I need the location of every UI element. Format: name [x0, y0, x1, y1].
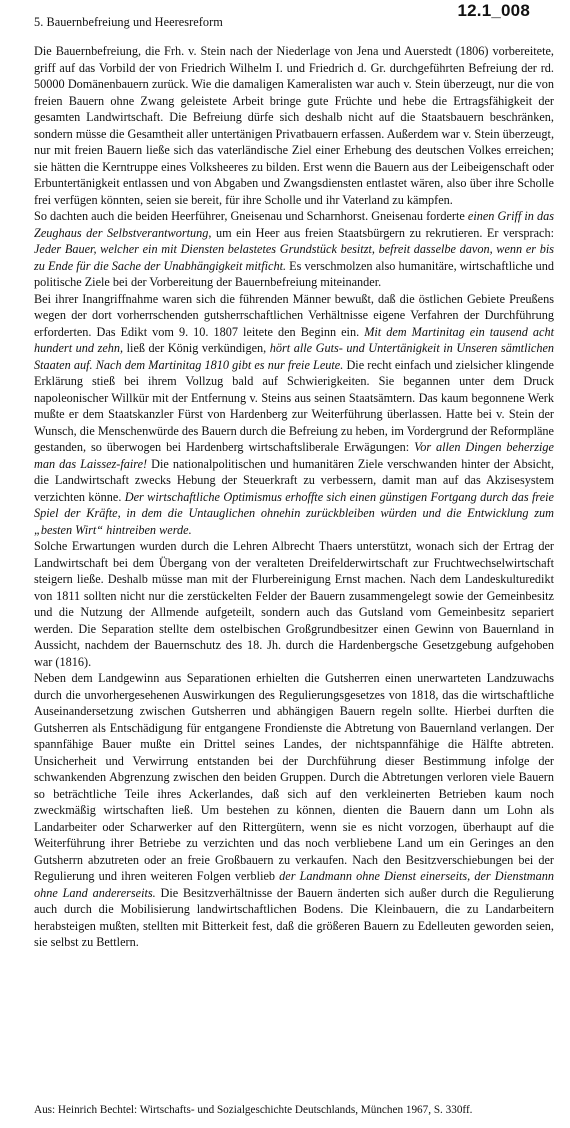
- paragraph-text: um ein Heer aus freien Staatsbürgern zu rekrutieren. Er versprach:: [211, 225, 554, 240]
- paragraph-text: ließ der König verkündigen,: [123, 341, 270, 355]
- paragraph-text: Es verschmolzen also humanitäre, wirtschaftliche und politische Ziele bei der Vorbereitung der Bauernbefreiung miteinander.: [34, 258, 554, 289]
- paragraph-2: [34, 208, 554, 291]
- paragraph-3: [34, 291, 554, 539]
- quoted-text: der Landmann ohne Dienst einerseits, der Dienstmann ohne Land andererseits.: [34, 869, 554, 900]
- paragraph-text: Solche Erwartungen wurden durch die Lehren Albrecht Thaers unterstützt, wonach sich der Ertrag der Landwirtschaft bei dem Übergang von der veralteten Dreifelderwirtschaft zur Fruchtwechselwirtschaft steigern ließe. Deshalb müsse man mit der Flurbereinigung Ernst machen. Nach dem Landeskulturedikt von 1811 sollten nicht nur die zerstückelten Felder der Bauern zusammengelegt sowie der Gemeinbesitz und die Nutzung der Allmende aufgeteilt, sondern auch das Gutsland vom Gemeinbesitz separiert werden. Die Separation stellte dem ostelbischen Großgrundbesitzer einen Gewinn von Bauernland in Aussicht, nachdem der Bauernschutz des 18. Jh. durch die Hardenbergsche Gesetzgebung aufgehoben war (1816).: [34, 539, 554, 669]
- paragraph-4: [34, 538, 554, 670]
- section-title: 5. Bauernbefreiung und Heeresreform: [34, 15, 223, 29]
- paragraph-text: Bei ihrer Inangriffnahme waren sich die führenden Männer bewußt, daß die östlichen Gebiete Preußens wegen der dort vorherrschenden gutsherrschaftlichen Verhältnisse eigene Verfahren der Durchführung erforderten. Das Edikt vom 9. 10. 1807 leitete den Beginn ein.: [34, 291, 554, 339]
- quoted-text: Jeder Bauer, welcher ein mit Diensten belastetes Grundstück besitzt, befreit dasselbe davon, wenn er bis zu Ende für die Sache der Unabhängigkeit mitficht.: [34, 242, 554, 273]
- paragraph-5: [34, 670, 554, 951]
- paragraph-text: Die Besitzverhältnisse der Bauern änderten sich außer durch die Regulierung auch durch die Mobilisierung landwirtschaftlichen Bodens. Die Kleinbauern, die zu Landarbeitern herabsteigen mußten, stellten mit Bitterkeit fest, daß die größeren Bauern zu Edelleuten geworden seien, sie selbst zu Bettlern.: [34, 885, 554, 949]
- paragraph-text: Die Bauernbefreiung, die Frh. v. Stein nach der Niederlage von Jena und Auerstedt (1806) vorbereitete, griff auf das Vorbild der von Friedrich Wilhelm I. und Friedrich d. Gr. durchgeführten Befreiung der rd. 50000 Domänenbauern zurück. Wie die damaligen Kameralisten war auch v. Stein überzeugt, nur die von freien Bauern ohne Zwang geleistete Arbeit bringe gute Früchte und hebe die Ertragsfähigkeit der gesamten Landwirtschaft. Die Befreiung dürfe sich deshalb nicht auf die Staatsbauern beschränken, sondern müsse die Gesamtheit aller untertänigen Privatbauern erfassen. Außerdem war v. Stein überzeugt, nur mit freien Bauern ließe sich das vaterländische Ziel einer Erhebung des deutschen Volkes erreichen; sie hätten die Kerntruppe eines Volksheeres zu bilden. Erst wenn die Bauern aus der Leibeigenschaft oder Erbuntertänigkeit entlassen und von Abgaben und Zwangsdiensten entlastet wären, also über ihre Scholle frei verfügen könnten, seien sie bereit, für ihre Scholle und ihr Vaterland zu kämpfen.: [34, 44, 555, 207]
- quoted-text: einen Griff in das Zeughaus der Selbstverantwortung,: [34, 209, 554, 240]
- quoted-text: Vor allen Dingen beherzige man das Laissez-faire!: [34, 440, 554, 471]
- document-id: 12.1_008: [457, 1, 530, 20]
- body-text: [34, 43, 554, 951]
- quoted-text: Mit dem Martinitag ein tausend acht hundert und zehn,: [34, 324, 554, 355]
- paragraph-1: [34, 43, 554, 208]
- paragraph-text: Die recht einfach und zielsicher klingende Erklärung stieß bei ihrem Vollzug bald auf Schwierigkeiten. Sie begannen unter dem Druck napoleonischer Willkür mit der Entfernung v. Steins aus seinen Staatsämtern. Das kaum begonnene Werk mußte er dem Staatskanzler Fürst von Hardenberg zur Weiterführung überlassen. Hatte bei v. Stein der Wunsch, die Menschenwürde des Bauern durch die Befreiung zu heben, im Vordergrund der Reformpläne gestanden, so überwogen bei Hardenberg wirtschaftsliberale Erwägungen:: [34, 357, 554, 454]
- paragraph-text: So dachten auch die beiden Heerführer, Gneisenau und Scharnhorst. Gneisenau forderte: [34, 209, 468, 223]
- paragraph-text: Die nationalpolitischen und humanitären Ziele verschwanden hinter der Absicht, die Landwirtschaft zwecks Hebung der Steuerkraft zu verbessern, damit man auf das Akzisesystem verzichten könne.: [34, 456, 554, 504]
- source-citation: Aus: Heinrich Bechtel: Wirtschafts- und Sozialgeschichte Deutschlands, München 1967, S. 330ff.: [34, 1104, 473, 1116]
- quoted-text: Der wirtschaftliche Optimismus erhoffte sich einen günstigen Fortgang durch das freie Spiel der Kräfte, in dem die Untauglichen ohnehin zurückbleiben würden und die Entwicklung zum „besten Wirt“ hintreiben werde.: [34, 489, 554, 537]
- paragraph-text: Neben dem Landgewinn aus Separationen erhielten die Gutsherren einen unerwarteten Landzuwachs durch die unvorhergesehenen Auswirkungen des Regulierungsgesetzes von 1818, das die wirtschaftliche Auseinandersetzung zwischen Gutsherren und abhängigen Bauern regeln sollte. Hierbei durften die Gutsherren als Entschädigung für entgangene Frondienste die Abtretung von Bauernland verlangen. Der spannfähige Bauer mußte ein Drittel seines Landes, der nichtspannfähige die Hälfte abtreten. Unsicherheit und Verwirrung entstanden bei der Durchführung dieser Bestimmung infolge der schwankenden Abgrenzung zwischen den beiden Gruppen. Durch die Abtretungen verloren viele Bauern so beträchtliche Teile ihres Ackerlandes, daß sich auf den verkleinerten Betrieben kaum noch zweckmäßig wirtschaften ließ. Um bestehen zu können, dienten die Bauern dann um Lohn als Landarbeiter oder Scharwerker auf den Rittergütern, wenn sie es nicht vorzogen, überhaupt auf die Weiterführung ihrer Betriebe zu verzichten und das noch verbliebene Land um ein Geringes an den Gutsherrn abzutreten oder an freie Großbauern zu verkaufen. Nach den Besitzverschiebungen bei der Regulierung und ihren weiteren Folgen verblieb: [34, 671, 554, 883]
- quoted-text: hört alle Guts- und Untertänigkeit in Unseren sämtlichen Staaten auf. Nach dem Martinitag 1810 gibt es nur freie Leute.: [34, 341, 555, 372]
